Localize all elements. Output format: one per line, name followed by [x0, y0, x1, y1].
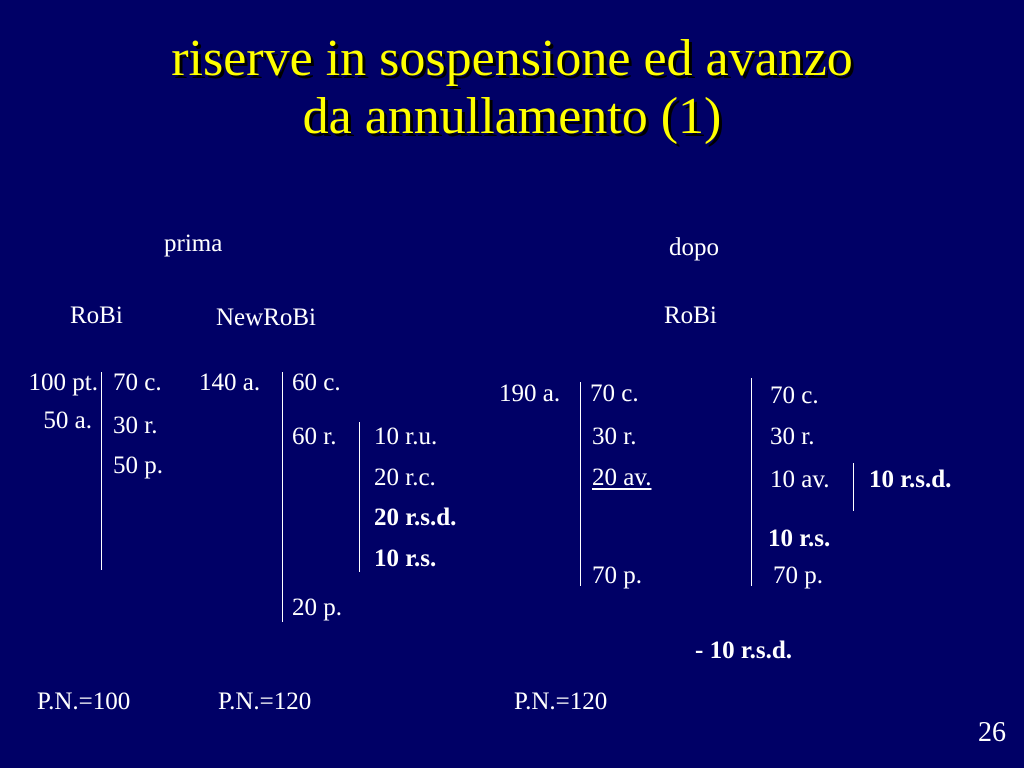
newrobi-divider — [282, 372, 283, 622]
pn-robi-before: P.N.=100 — [37, 688, 131, 715]
robi-before-divider — [101, 372, 102, 570]
robi-before-right-item: 70 c. — [113, 369, 162, 396]
newrobi-name: NewRoBi — [216, 304, 316, 331]
robi-before-left-item: 100 pt. — [28, 369, 98, 396]
newrobi-sub-item: 10 r.s. — [374, 545, 437, 572]
title-line-1: riserve in sospensione ed avanzo — [171, 30, 853, 87]
heading-prima: prima — [164, 230, 223, 257]
robi-after-divider — [580, 382, 581, 586]
robi-after-right-item: 30 r. — [592, 423, 637, 450]
robi-after-note: - 10 r.s.d. — [695, 637, 793, 664]
robi-after-sub-divider — [853, 463, 854, 511]
robi-after-right-item: 70 c. — [590, 380, 639, 407]
robi-after-col2-item: 70 p. — [773, 562, 823, 589]
robi-before-name: RoBi — [70, 302, 123, 329]
newrobi-right-item: 60 c. — [292, 369, 341, 396]
slide-title — [0, 30, 1024, 146]
newrobi-left-item: 140 a. — [199, 369, 261, 396]
pn-robi-after: P.N.=120 — [514, 688, 608, 715]
robi-before-right-item: 30 r. — [113, 412, 158, 439]
robi-after-col2-divider — [751, 378, 752, 586]
newrobi-sub-item: 20 r.c. — [374, 464, 436, 491]
newrobi-right-item: 20 p. — [292, 594, 342, 621]
newrobi-sub-divider — [359, 422, 360, 572]
robi-after-extra-item: 10 r.s. — [768, 525, 831, 552]
newrobi-sub-item: 10 r.u. — [374, 423, 438, 450]
pn-newrobi: P.N.=120 — [218, 688, 312, 715]
robi-after-right-item: 70 p. — [592, 562, 642, 589]
page-number: 26 — [978, 717, 1006, 748]
newrobi-right-item: 60 r. — [292, 423, 337, 450]
robi-after-col2-item: 10 av. — [770, 466, 830, 493]
robi-before-right-item: 50 p. — [113, 452, 163, 479]
robi-after-extra-item: 10 r.s.d. — [869, 466, 952, 493]
title-line-2: da annullamento (1) — [302, 88, 722, 145]
newrobi-sub-item: 20 r.s.d. — [374, 504, 457, 531]
heading-dopo: dopo — [669, 234, 719, 261]
robi-after-col2-item: 70 c. — [770, 382, 819, 409]
robi-after-col2-item: 30 r. — [770, 423, 815, 450]
robi-after-name: RoBi — [664, 302, 717, 329]
robi-after-right-item: 20 av. — [592, 464, 652, 491]
robi-before-left-item: 50 a. — [43, 407, 92, 434]
robi-after-left-item: 190 a. — [499, 380, 561, 407]
